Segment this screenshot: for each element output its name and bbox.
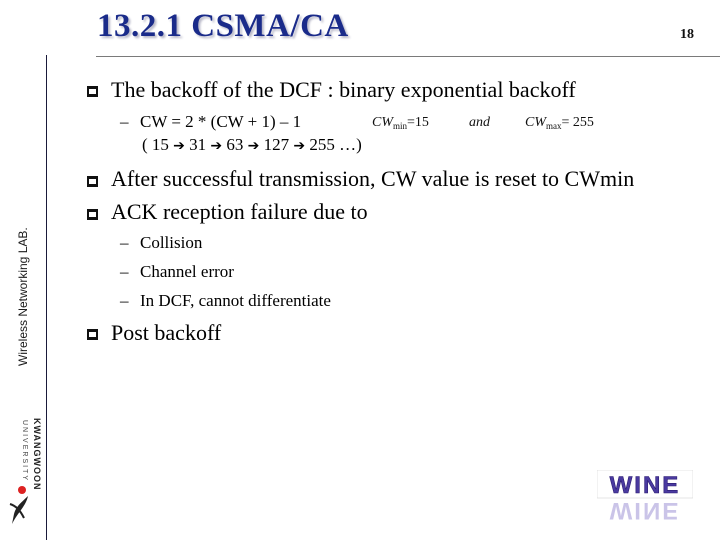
cause-item: – Channel error <box>120 262 234 281</box>
cause-item: – In DCF, cannot differentiate <box>120 291 331 310</box>
bullet-backoff: The backoff of the DCF : binary exponential backoff <box>111 77 576 102</box>
cw-min-expression: $CW_{min}=15$ <box>372 115 429 131</box>
cause-item: – Collision <box>120 233 203 252</box>
bullet-post-backoff: Post backoff <box>111 320 222 345</box>
cw-formula: CW = 2 * (CW + 1) – 1 <box>140 112 302 131</box>
svg-text:WINE: WINE <box>609 472 681 499</box>
bullet-ack-failure: ACK reception failure due to <box>111 199 368 224</box>
university-logo: KWANGWOON UNIVERSITY <box>6 418 50 526</box>
page-number: 18 <box>680 27 694 42</box>
arrow-right-icon: ➔ <box>173 138 185 154</box>
bullet-icon <box>87 209 98 220</box>
arrow-right-icon: ➔ <box>210 138 223 154</box>
arrow-right-icon: ➔ <box>247 138 260 154</box>
lab-side-label: Wireless Networking LAB. <box>16 227 30 366</box>
slide-title: 13.2.1 CSMA/CA <box>97 8 349 44</box>
svg-text:WINE: WINE <box>609 497 681 524</box>
bullet-icon <box>87 176 98 187</box>
university-emblem-icon <box>8 484 30 526</box>
cw-sequence: ( 15 ➔ 31 ➔ 63 ➔ 127 ➔ 255 …) <box>142 135 362 154</box>
cw-max-expression: $CW_{max}= 255$ <box>525 115 594 131</box>
bullet-reset-cw: After successful transmission, CW value is reset to CWmin <box>111 166 635 191</box>
title-underline <box>96 56 720 57</box>
arrow-right-icon: ➔ <box>293 138 306 154</box>
cw-formula-item: – CW = 2 * (CW + 1) – 1 <box>120 112 302 131</box>
wine-lab-logo <box>597 470 693 526</box>
bullet-icon <box>87 329 98 340</box>
bullet-icon <box>87 86 98 97</box>
and-word: and <box>469 115 490 130</box>
